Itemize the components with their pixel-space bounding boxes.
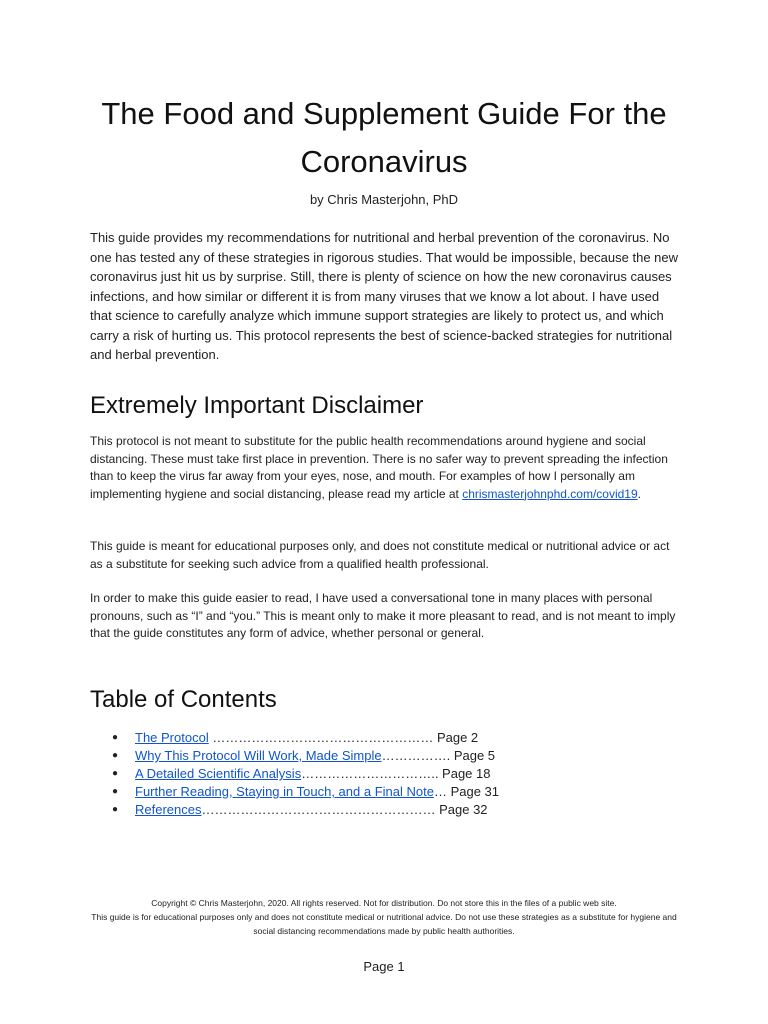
bullet-icon: ● [112, 732, 119, 743]
disclaimer-paragraph-3: In order to make this guide easier to read, I have used a conversational tone in many places with personal pronouns, such as “I” and “you.” This is meant only to make it more pleasant to read, and is not meant to imply that the guide constitutes any form of advice, whether personal or general. [90, 591, 676, 640]
bullet-icon: ● [112, 804, 119, 815]
toc-dots: ………………………….. [301, 766, 443, 781]
toc-heading: Table of Contents [90, 686, 277, 713]
copyright-footer [80, 896, 688, 938]
toc-item [112, 765, 499, 783]
document-title: The Food and Supplement Guide For the Coronavirus [101, 96, 667, 179]
toc-item [112, 729, 499, 747]
page-number: Page 1 [363, 959, 405, 974]
toc-list [112, 729, 499, 819]
toc-dots: ……………………………………………… [201, 802, 440, 817]
copyright-line: Copyright © Chris Masterjohn, 2020. All rights reserved. Not for distribution. Do not store this in the files of a public web site. [151, 898, 617, 908]
toc-page: Page 31 [450, 784, 499, 799]
toc-link-protocol[interactable]: The Protocol [135, 730, 209, 745]
intro-paragraph: This guide provides my recommendations for nutritional and herbal prevention of the coronavirus. No one has tested any of these strategies in rigorous studies. That would be impossible, because the new coronavirus just hit us by surprise. Still, there is plenty of science on how the new coronavirus causes infections, and how similar or different it is from many viruses that we know a lot about. I have used that science to carefully analyze which immune support strategies are likely to protect us, and which carry a risk of hurting us. This protocol represents the best of science-backed strategies for nutritional and herbal prevention. [90, 230, 679, 362]
toc-dots: … [433, 784, 451, 799]
toc-page: Page 5 [453, 748, 496, 763]
toc-dots: …………………………………………… [208, 730, 437, 745]
bullet-icon: ● [112, 750, 119, 761]
disclaimer-period: . [637, 486, 641, 501]
disclaimer-paragraph-2: This guide is meant for educational purposes only, and does not constitute medical or nutritional advice or act as a substitute for seeking such advice from a qualified health professional. [90, 539, 670, 571]
toc-link-references[interactable]: References [135, 802, 202, 817]
author-byline: by Chris Masterjohn, PhD [309, 192, 459, 207]
toc-link-further-reading[interactable]: Further Reading, Staying in Touch, and a Final Note [135, 784, 434, 799]
toc-page: Page 32 [439, 802, 488, 817]
toc-item [112, 747, 499, 765]
covid19-article-link[interactable]: chrismasterjohnphd.com/covid19 [462, 486, 638, 501]
disclaimer-heading: Extremely Important Disclaimer [90, 392, 424, 419]
toc-item [112, 783, 499, 801]
toc-page: Page 18 [442, 766, 491, 781]
toc-dots: ……………. [381, 748, 454, 763]
toc-link-why-it-works[interactable]: Why This Protocol Will Work, Made Simple [135, 748, 382, 763]
toc-item [112, 801, 499, 819]
disclaimer-text: This protocol is not meant to substitute for the public health recommendations around hygiene and social distancing. These must take first place in prevention. There is no safer way to prevent spreading the infection than to keep the virus far away from your eyes, nose, and mouth. For examples of how I personally am implementing hygiene and social distancing, please read my article at [90, 434, 668, 501]
disclaimer-paragraph-1 [90, 433, 684, 503]
toc-link-scientific-analysis[interactable]: A Detailed Scientific Analysis [135, 766, 302, 781]
toc-page: Page 2 [436, 730, 479, 745]
educational-notice: This guide is for educational purposes only and does not constitute medical or nutritional advice. Do not use these strategies as a substitute for hygiene and social distancing recommendations made by public health authorities. [91, 912, 677, 936]
bullet-icon: ● [112, 768, 119, 779]
bullet-icon: ● [112, 786, 119, 797]
